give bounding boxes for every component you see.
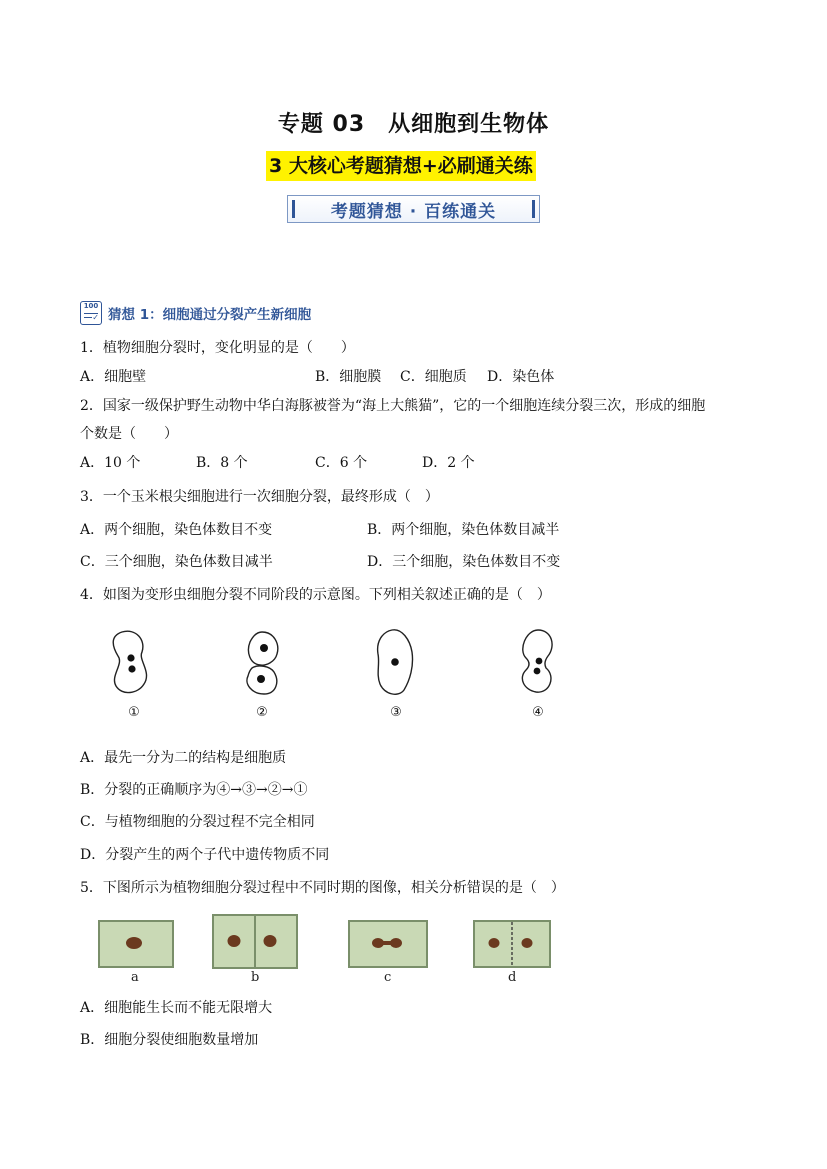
plant-nucleus (522, 938, 533, 948)
plant-label-b: b (251, 970, 260, 985)
banner-bar-left (292, 200, 295, 218)
question-1-option-d: D．染色体 (487, 369, 555, 385)
section-label: 猜想 1：细胞通过分裂产生新细胞 (108, 307, 312, 323)
question-4-stem: 4．如图为变形虫细胞分裂不同阶段的示意图。下列相关叙述正确的是（ ） (80, 587, 551, 603)
question-3-option-c: C．三个细胞，染色体数目减半 (80, 554, 273, 570)
question-5-option-b: B．细胞分裂使细胞数量增加 (80, 1032, 259, 1048)
amoeba-label-2: ② (256, 705, 268, 720)
plant-label-a: a (131, 970, 139, 985)
amoeba-nucleus (260, 644, 268, 652)
section-heading (80, 300, 311, 326)
question-4-option-c: C．与植物细胞的分裂过程不完全相同 (80, 814, 315, 830)
question-4-option-a: A．最先一分为二的结构是细胞质 (80, 750, 287, 766)
banner-label: 考题猜想 · 百练通关 (330, 201, 497, 222)
amoeba-cell-2-bottom (247, 666, 277, 694)
plant-nucleus (372, 938, 384, 948)
checklist-icon-text: 100 (83, 302, 99, 310)
amoeba-label-1: ① (128, 705, 140, 720)
plant-cell-a (99, 921, 173, 967)
plant-nucleus (228, 935, 241, 947)
plant-nucleus (264, 935, 277, 947)
plant-nucleus (390, 938, 402, 948)
banner-bar-right (532, 200, 535, 218)
amoeba-cell-3 (378, 630, 413, 694)
amoeba-nucleus (391, 658, 399, 666)
question-2-stem-line2: 个数是（ ） (80, 426, 178, 442)
plant-label-d: d (508, 970, 517, 985)
question-1-option-b: B．细胞膜 (315, 369, 382, 385)
amoeba-nucleus (536, 658, 543, 665)
question-3-option-a: A．两个细胞，染色体数目不变 (80, 522, 273, 538)
question-2-option-b: B．8 个 (196, 455, 248, 471)
amoeba-label-3: ③ (390, 705, 402, 720)
amoeba-cell-2-top (248, 632, 277, 665)
question-1-option-c: C．细胞质 (400, 369, 467, 385)
plant-nucleus (126, 937, 142, 949)
plant-cell-c (349, 921, 427, 967)
amoeba-nucleus (128, 665, 135, 672)
question-1-stem: 1．植物细胞分裂时，变化明显的是（ ） (80, 340, 355, 356)
page-subtitle: 3 大核心考题猜想+必刷通关练 (266, 151, 536, 181)
question-3-option-d: D．三个细胞，染色体数目不变 (367, 554, 561, 570)
amoeba-nucleus (534, 668, 541, 675)
amoeba-cell-1 (113, 631, 146, 692)
section-banner (287, 195, 540, 223)
checklist-icon: 100 ✓ (80, 301, 102, 325)
question-4-option-d: D．分裂产生的两个子代中遗传物质不同 (80, 847, 330, 863)
page-title: 专题 03 从细胞到生物体 (277, 112, 550, 137)
amoeba-label-4: ④ (532, 705, 544, 720)
question-5-option-a: A．细胞能生长而不能无限增大 (80, 1000, 273, 1016)
question-5-stem: 5．下图所示为植物细胞分裂过程中不同时期的图像，相关分析错误的是（ ） (80, 880, 565, 896)
plant-cell-b (213, 915, 297, 968)
plant-label-c: c (384, 970, 392, 985)
question-2-option-d: D．2 个 (422, 455, 475, 471)
question-3-stem: 3．一个玉米根尖细胞进行一次细胞分裂，最终形成（ ） (80, 489, 439, 505)
plant-cell-d (474, 921, 550, 967)
amoeba-cell-4 (522, 630, 552, 692)
amoeba-nucleus (127, 654, 134, 661)
question-4-option-b: B．分裂的正确顺序为④→③→②→① (80, 782, 308, 798)
question-2-option-c: C．6 个 (315, 455, 368, 471)
question-2-option-a: A．10 个 (80, 455, 141, 471)
amoeba-nucleus (257, 675, 265, 683)
question-2-stem-line1: 2．国家一级保护野生动物中华白海豚被誉为“海上大熊猫”，它的一个细胞连续分裂三次，形成的细胞 (80, 398, 706, 414)
plant-nucleus (489, 938, 500, 948)
question-3-option-b: B．两个细胞，染色体数目减半 (367, 522, 560, 538)
question-1-option-a: A．细胞壁 (80, 369, 147, 385)
